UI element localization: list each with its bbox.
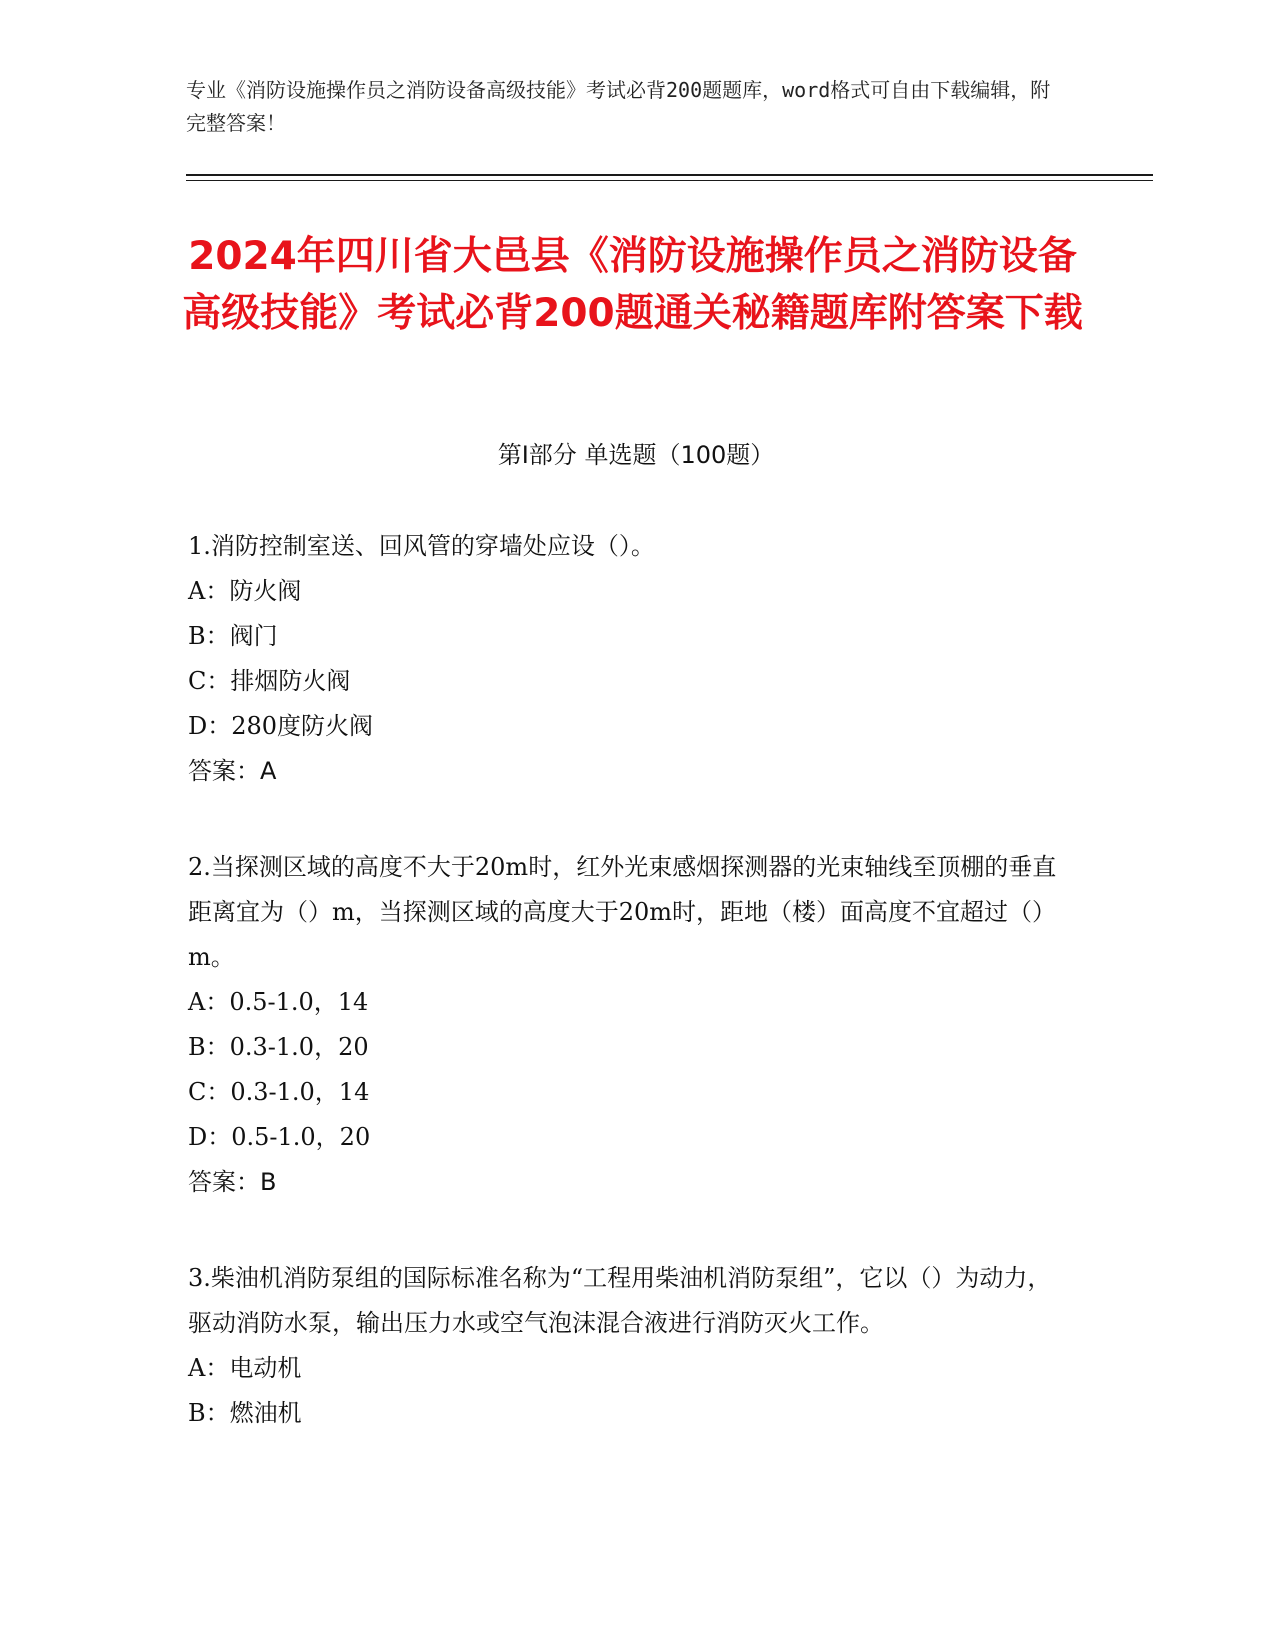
question-stem: 1.消防控制室送、回风管的穿墙处应设（）。 — [188, 532, 655, 560]
question-1 — [188, 524, 1068, 794]
option-d: D：280度防火阀 — [188, 712, 374, 740]
header-note: 专业《消防设施操作员之消防设备高级技能》考试必背200题题库，word格式可自由下载编辑，附完整答案！ — [186, 78, 1051, 135]
answer-line: 答案：B — [188, 1168, 277, 1196]
question-2 — [188, 845, 1068, 1205]
document-title: 2024年四川省大邑县《消防设施操作员之消防设备高级技能》考试必背200题通关秘籍题库附答案下载 — [182, 234, 1083, 336]
option-a: A：电动机 — [188, 1354, 302, 1382]
option-b: B：阀门 — [188, 622, 278, 650]
question-list — [188, 524, 1068, 1487]
option-d: D：0.5-1.0，20 — [188, 1123, 371, 1151]
header-divider-thick — [186, 174, 1153, 176]
question-3 — [188, 1256, 1068, 1436]
answer-line: 答案：A — [188, 757, 277, 785]
option-a: A：0.5-1.0，14 — [188, 988, 369, 1016]
option-c: C：排烟防火阀 — [188, 667, 351, 695]
option-c: C：0.3-1.0，14 — [188, 1078, 370, 1106]
option-b: B：0.3-1.0，20 — [188, 1033, 369, 1061]
question-stem: 2.当探测区域的高度不大于20m时，红外光束感烟探测器的光束轴线至顶棚的垂直距离宜为（）m，当探测区域的高度大于20m时，距地（楼）面高度不宜超过（）m。 — [188, 853, 1057, 971]
question-stem: 3.柴油机消防泵组的国际标准名称为“工程用柴油机消防泵组”，它以（）为动力，驱动消防水泵，输出压力水或空气泡沫混合液进行消防灭火工作。 — [188, 1264, 1052, 1337]
option-a: A：防火阀 — [188, 577, 302, 605]
section-heading: 第Ⅰ部分 单选题（100题） — [497, 441, 775, 469]
header-divider-thin — [186, 180, 1153, 181]
option-b: B：燃油机 — [188, 1399, 302, 1427]
